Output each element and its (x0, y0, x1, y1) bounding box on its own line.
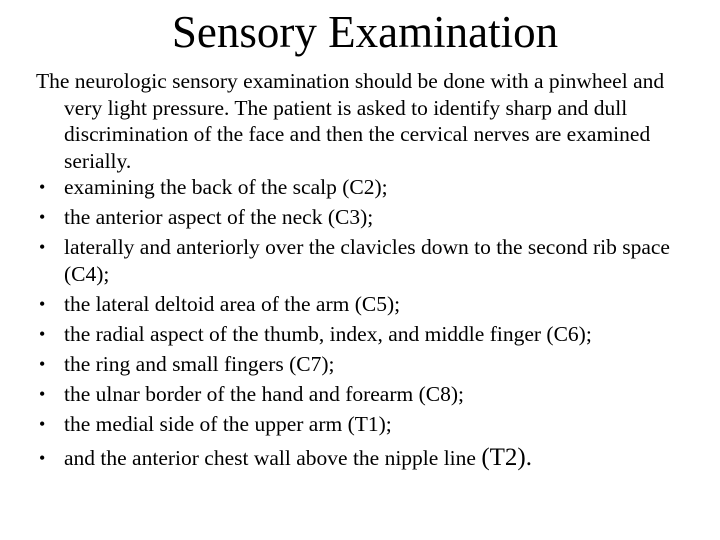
bullet-text: the ring and small fingers (C7); (64, 351, 335, 376)
bullet-text: the lateral deltoid area of the arm (C5); (64, 291, 401, 316)
bullet-emphasis: (T2). (481, 444, 532, 471)
bullet-item-c3 (36, 204, 696, 231)
bullet-item-c8 (36, 381, 696, 408)
bullet-list (36, 174, 696, 472)
bullet-text: the anterior aspect of the neck (C3); (64, 205, 374, 229)
bullet-text: the radial aspect of the thumb, index, and middle finger (C6); (64, 321, 592, 346)
bullet-item-c6 (36, 321, 696, 348)
bullet-item-t1 (36, 411, 696, 438)
bullet-item-c2 (36, 174, 696, 201)
bullet-icon: • (39, 413, 46, 434)
slide-body (36, 68, 696, 475)
bullet-text: and the anterior chest wall above the nipple line (64, 446, 482, 470)
bullet-item-c5 (36, 291, 696, 318)
slide-title: Sensory Examination (171, 7, 559, 57)
bullet-icon: • (39, 207, 46, 227)
bullet-icon: • (39, 353, 46, 374)
bullet-text: the ulnar border of the hand and forearm (C8); (64, 381, 464, 406)
bullet-text: laterally and anteriorly over the clavicles down to the second rib space (C4); (64, 235, 670, 286)
bullet-icon: • (39, 177, 46, 197)
bullet-icon: • (39, 237, 46, 257)
bullet-icon: • (39, 383, 46, 404)
bullet-icon: • (39, 448, 46, 468)
bullet-text: the medial side of the upper arm (T1); (64, 411, 392, 436)
bullet-text: examining the back of the scalp (C2); (64, 175, 388, 199)
intro-paragraph: The neurologic sensory examination should be done with a pinwheel and very light pressure. The patient is asked to identify sharp and dull discrimination of the face and then the cervical nerves are examined serially. (36, 69, 665, 173)
bullet-item-c4 (36, 234, 696, 287)
bullet-icon: • (39, 293, 46, 314)
bullet-item-t2 (36, 445, 696, 472)
bullet-item-c7 (36, 351, 696, 378)
bullet-icon: • (39, 323, 46, 344)
